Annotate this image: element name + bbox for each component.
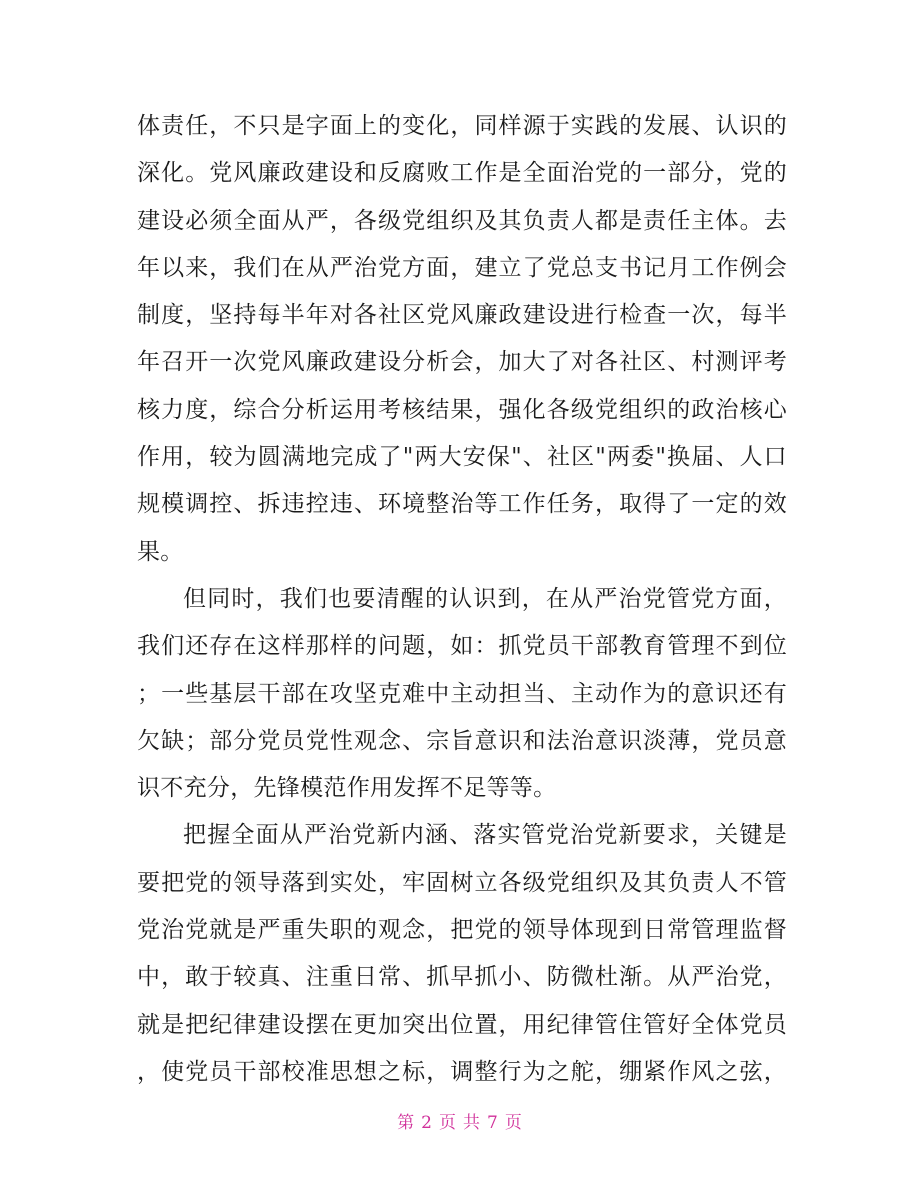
text-line: ，使党员干部校准思想之标，调整行为之舵，绷紧作风之弦， [137, 1058, 787, 1085]
page-label-prefix: 第 [397, 1113, 416, 1133]
current-page-number: 2 [421, 1113, 433, 1133]
paragraph-first-line: 把握全面从严治党新内涵、落实管党治党新要求，关键是 [183, 822, 787, 849]
text-line: 体责任，不只是字面上的变化，同样源于实践的发展、认识的 [137, 113, 787, 139]
total-label: 共 [463, 1113, 481, 1133]
text-line: 年以来，我们在从严治党方面，建立了党总支书记月工作例会 [137, 254, 787, 281]
text-line: 要把党的领导落到实处，牢固树立各级党组织及其负责人不管 [137, 869, 787, 896]
text-line: 作用，较为圆满地完成了"两大安保"、社区"两委"换届、人口 [137, 444, 787, 471]
text-line: 中，敢于较真、注重日常、抓早抓小、防微杜渐。从严治党， [137, 964, 787, 991]
text-line: 建设必须全面从严，各级党组织及其负责人都是责任主体。去 [137, 207, 787, 234]
page-label-mid: 页 [439, 1113, 457, 1133]
text-line: 就是把纪律建设摆在更加突出位置，用纪律管住管好全体党员 [137, 1011, 787, 1038]
page-label-suffix: 页 [504, 1113, 523, 1133]
text-line: 核力度，综合分析运用考核结果，强化各级党组织的政治核心 [137, 396, 787, 423]
text-line: 制度，坚持每半年对各社区党风廉政建设进行检查一次，每半 [137, 302, 787, 329]
text-line: 规模调控、拆违控违、环境整治等工作任务，取得了一定的效 [137, 491, 787, 518]
text-line: ；一些基层干部在攻坚克难中主动担当、主动作为的意识还有 [137, 680, 787, 707]
text-line: 深化。党风廉政建设和反腐败工作是全面治党的一部分，党的 [137, 160, 787, 187]
text-line: 年召开一次党风廉政建设分析会，加大了对各社区、村测评考 [137, 349, 787, 376]
text-line: 识不充分，先锋模范作用发挥不足等等。 [137, 775, 557, 802]
page-footer [0, 1108, 920, 1133]
total-pages-number: 7 [487, 1113, 499, 1133]
text-line: 果。 [137, 538, 184, 565]
text-line: 党治党就是严重失职的观念，把党的领导体现到日常管理监督 [137, 917, 787, 944]
text-line: 欠缺；部分党员党性观念、宗旨意识和法治意识淡薄，党员意 [137, 727, 787, 754]
text-line: 我们还存在这样那样的问题，如：抓党员干部教育管理不到位 [137, 633, 787, 660]
document-body [137, 103, 787, 1096]
paragraph-first-line: 但同时，我们也要清醒的认识到，在从严治党管党方面， [183, 585, 787, 612]
